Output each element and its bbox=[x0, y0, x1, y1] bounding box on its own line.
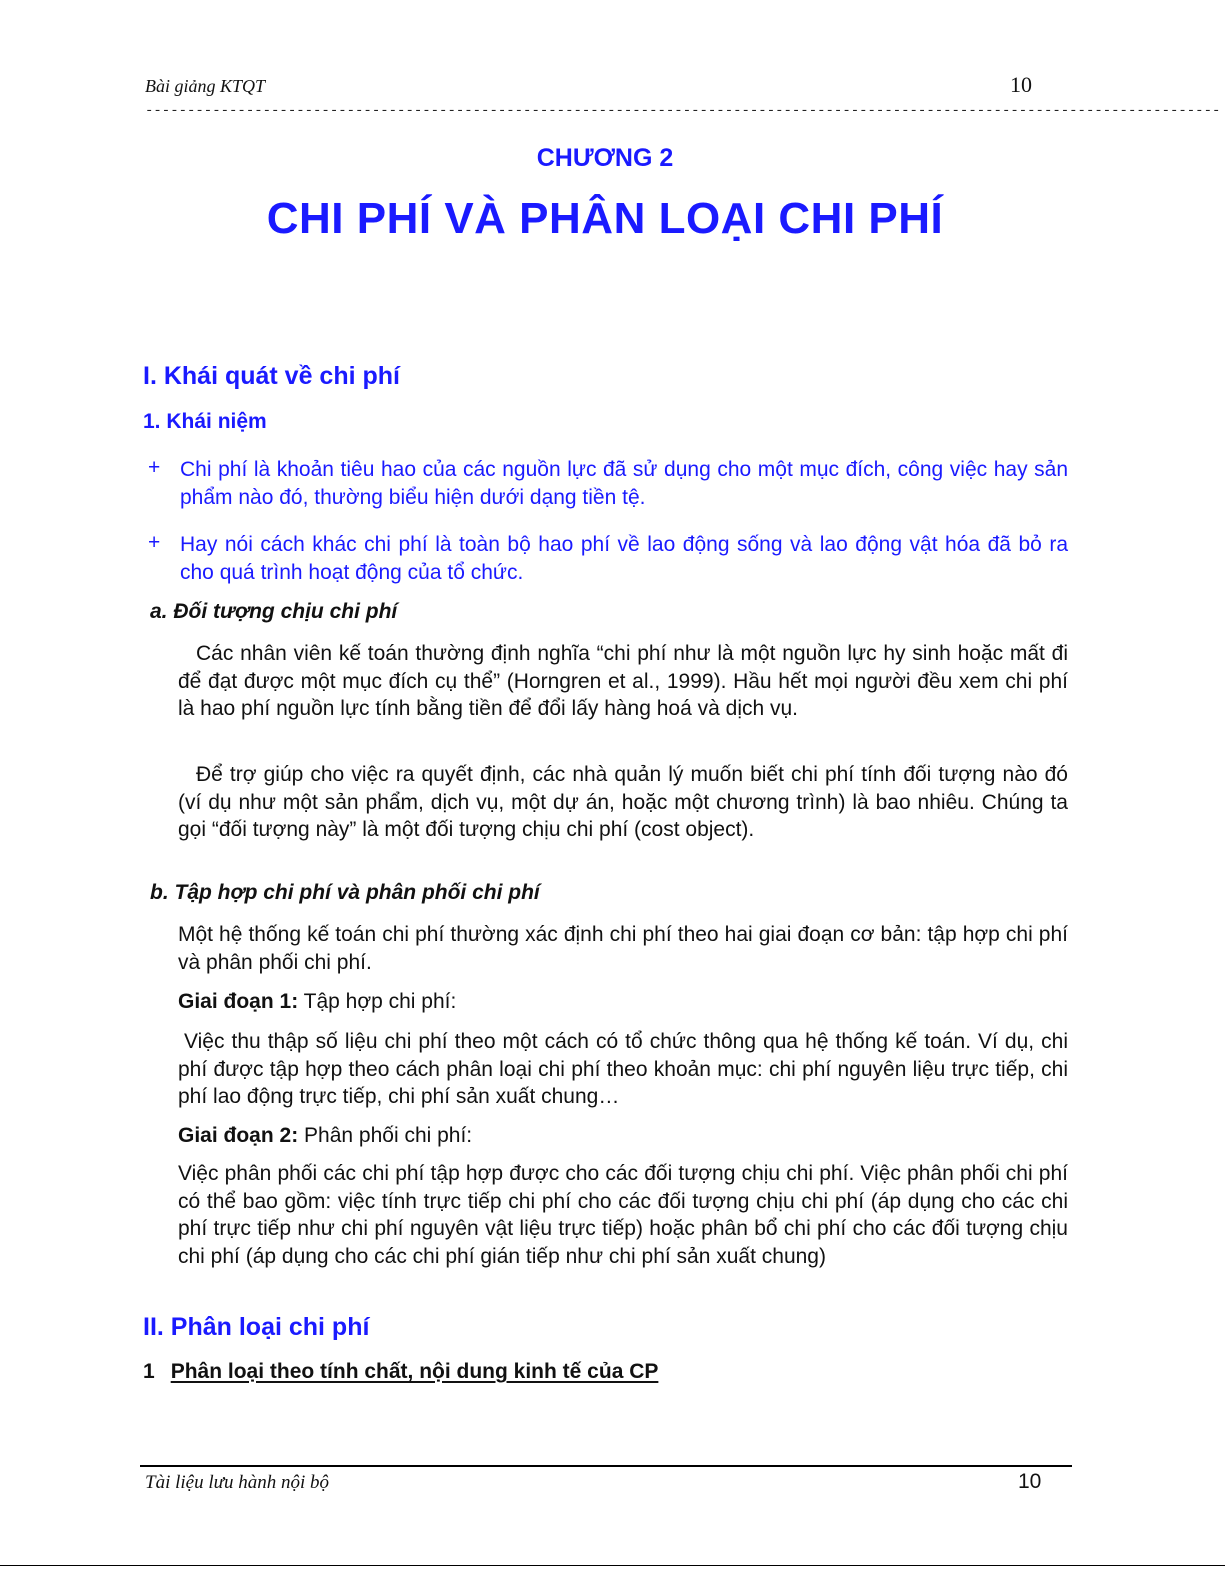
section2-sub1 bbox=[143, 1360, 658, 1384]
stage-1-text: Tập hợp chi phí: bbox=[298, 990, 457, 1013]
stage-2-text: Phân phối chi phí: bbox=[298, 1124, 473, 1147]
stage-2-line bbox=[178, 1122, 1068, 1150]
footer-divider bbox=[140, 1465, 1072, 1467]
chapter-title: CHI PHÍ VÀ PHÂN LOẠI CHI PHÍ bbox=[266, 194, 944, 243]
header-title: Bài giảng KTQT bbox=[145, 76, 266, 96]
stage-1-label: Giai đoạn 1: bbox=[178, 990, 299, 1013]
stage-2-paragraph: Việc phân phối các chi phí tập hợp được cho các đối tượng chịu chi phí. Việc phân phối chi phí có thể bao gồm: việc tính trực tiếp chi phí cho các đối tượng chịu chi phí (áp dụng cho các chi phí trực tiếp như chi phí nguyên vật liệu trực tiếp) hoặc phân bổ chi phí cho các đối tượng chịu chi phí (áp dụng cho các chi phí gián tiếp như chi phí sản xuất chung) bbox=[178, 1162, 1068, 1268]
bullet-item-2 bbox=[148, 531, 1068, 586]
subsection-b-paragraph-1: Một hệ thống kế toán chi phí thường xác định chi phí theo hai giai đoạn cơ bản: tập hợp chi phí và phân phối chi phí. bbox=[178, 923, 1068, 974]
header-page-number: 10 bbox=[1010, 72, 1032, 97]
stage-1-line bbox=[178, 988, 1068, 1016]
section1-sub1-heading: 1. Khái niệm bbox=[143, 410, 267, 433]
chapter-label: CHƯƠNG 2 bbox=[536, 144, 674, 172]
bullet-text-1: Chi phí là khoản tiêu hao của các nguồn lực đã sử dụng cho một mục đích, công việc hay sản phẩm nào đó, thường biểu hiện dưới dạng tiền tệ. bbox=[180, 458, 1068, 509]
subsection-b-heading: b. Tập hợp chi phí và phân phối chi phí bbox=[150, 881, 540, 904]
page-bottom-edge bbox=[0, 1565, 1225, 1566]
section1-heading: I. Khái quát về chi phí bbox=[143, 362, 400, 390]
section2-sub1-heading: Phân loại theo tính chất, nội dung kinh tế của CP bbox=[170, 1360, 659, 1383]
header-divider: -------------------------------------------------------------------------------------------------------------------------------- bbox=[145, 103, 1221, 119]
subsection-a-paragraph-2: Để trợ giúp cho việc ra quyết định, các nhà quản lý muốn biết chi phí tính đối tượng nào đó (ví dụ như một sản phẩm, dịch vụ, một dự án, hoặc một chương trình) là bao nhiêu. Chúng ta gọi “đối tượng này” là một đối tượng chịu chi phí (cost object). bbox=[178, 763, 1068, 841]
stage-1-paragraph: Việc thu thập số liệu chi phí theo một cách có tổ chức thông qua hệ thống kế toán. Ví dụ, chi phí được tập hợp theo cách phân loại chi phí theo khoản mục: chi phí nguyên liệu trực tiếp, chi phí lao động trực tiếp, chi phí sản xuất chung… bbox=[178, 1030, 1068, 1108]
section2-heading: II. Phân loại chi phí bbox=[143, 1313, 370, 1341]
bullet-plus: + bbox=[148, 531, 161, 554]
footer-text: Tài liệu lưu hành nội bộ bbox=[145, 1472, 330, 1493]
bullet-item-1 bbox=[148, 456, 1068, 511]
bullet-text-2: Hay nói cách khác chi phí là toàn bộ hao phí về lao động sống và lao động vật hóa đã bỏ ra cho quá trình hoạt động của tổ chức. bbox=[180, 533, 1068, 584]
subsection-a-paragraph-1: Các nhân viên kế toán thường định nghĩa “chi phí như là một nguồn lực hy sinh hoặc mất đi để đạt được một mục đích cụ thể” (Horngren et al., 1999). Hầu hết mọi người đều xem chi phí là hao phí nguồn lực tính bằng tiền để đổi lấy hàng hoá và dịch vụ. bbox=[178, 642, 1068, 720]
stage-2-label: Giai đoạn 2: bbox=[178, 1124, 299, 1147]
section2-sub1-number: 1 bbox=[143, 1360, 155, 1383]
subsection-a-heading: a. Đối tượng chịu chi phí bbox=[150, 600, 398, 623]
bullet-plus: + bbox=[148, 456, 161, 479]
footer-page-number: 10 bbox=[1018, 1470, 1042, 1493]
